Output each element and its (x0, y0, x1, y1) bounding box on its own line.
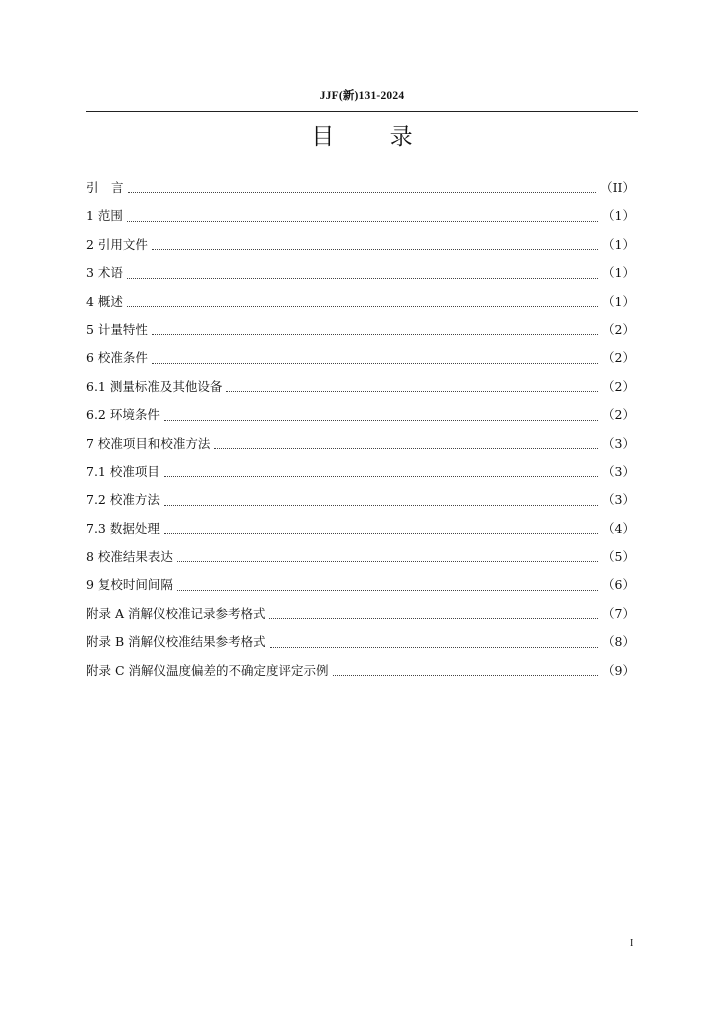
toc-entry-page: （2） (602, 407, 635, 423)
toc-entry-label: 8 校准结果表达 (86, 549, 173, 565)
toc-dot-leader (152, 249, 598, 250)
toc-entry-page: （5） (602, 549, 635, 565)
header-divider (86, 111, 638, 112)
toc-entry-page: （8） (602, 634, 635, 650)
toc-entry[interactable] (86, 259, 635, 287)
toc-entry-page: （1） (602, 208, 635, 224)
page-number: I (630, 938, 634, 949)
toc-entry-label: 7 校准项目和校准方法 (86, 435, 211, 451)
toc-entry[interactable] (86, 202, 635, 230)
toc-entry[interactable] (86, 344, 635, 372)
toc-entry[interactable] (86, 486, 635, 514)
toc-entry-label: 附录 C 消解仪温度偏差的不确定度评定示例 (86, 662, 329, 678)
toc-entry-page: （3） (602, 492, 635, 508)
toc-entry-page: （2） (602, 378, 635, 394)
toc-entry-page: （3） (602, 463, 635, 479)
toc-entry-page: （2） (602, 321, 635, 337)
toc-entry[interactable] (86, 515, 635, 543)
toc-dot-leader (127, 221, 598, 222)
toc-entry-page: （6） (602, 577, 635, 593)
toc-entry-label: 7.3 数据处理 (86, 520, 160, 536)
toc-entry-page: （1） (602, 265, 635, 281)
toc-dot-leader (152, 363, 598, 364)
toc-entry-label: 引 言 (86, 179, 124, 195)
toc-entry[interactable] (86, 543, 635, 571)
toc-entry[interactable] (86, 571, 635, 599)
toc-dot-leader (214, 448, 598, 449)
toc-entry-page: （4） (602, 520, 635, 536)
toc-dot-leader (269, 618, 598, 619)
toc-entry-page: （3） (602, 435, 635, 451)
toc-dot-leader (177, 561, 598, 562)
standard-code-header: JJF(新)131-2024 (319, 90, 405, 102)
toc-entry-page: （9） (602, 662, 635, 678)
toc-dot-leader (164, 476, 598, 477)
toc-entry-label: 6.2 环境条件 (86, 407, 160, 423)
toc-dot-leader (152, 334, 598, 335)
toc-entry-label: 6 校准条件 (86, 350, 148, 366)
toc-entry-label: 4 概述 (86, 293, 123, 309)
toc-dot-leader (226, 391, 598, 392)
toc-entry-label: 7.2 校准方法 (86, 492, 160, 508)
toc-entry[interactable] (86, 316, 635, 344)
toc-dot-leader (127, 306, 598, 307)
toc-entry[interactable] (86, 657, 635, 685)
toc-entry[interactable] (86, 288, 635, 316)
toc-entry-page: （1） (602, 236, 635, 252)
toc-entry[interactable] (86, 373, 635, 401)
toc-title: 目 录 (311, 124, 437, 150)
toc-entry[interactable] (86, 600, 635, 628)
toc-dot-leader (128, 192, 597, 193)
toc-dot-leader (164, 533, 598, 534)
toc-entry[interactable] (86, 401, 635, 429)
toc-dot-leader (164, 505, 598, 506)
toc-entry[interactable] (86, 430, 635, 458)
toc-entry[interactable] (86, 174, 635, 202)
toc-entry-label: 2 引用文件 (86, 236, 148, 252)
table-of-contents (86, 174, 635, 685)
toc-entry-label: 5 计量特性 (86, 321, 148, 337)
toc-entry-page: （7） (602, 605, 635, 621)
toc-dot-leader (164, 420, 598, 421)
toc-entry[interactable] (86, 628, 635, 656)
toc-entry-page: （2） (602, 350, 635, 366)
toc-entry-page: （II） (600, 179, 635, 195)
toc-dot-leader (177, 590, 598, 591)
toc-entry-label: 附录 A 消解仪校准记录参考格式 (86, 605, 266, 621)
toc-entry-label: 附录 B 消解仪校准结果参考格式 (86, 634, 266, 650)
toc-entry[interactable] (86, 231, 635, 259)
toc-entry-label: 1 范围 (86, 208, 123, 224)
toc-entry-label: 9 复校时间间隔 (86, 577, 173, 593)
toc-entry-page: （1） (602, 293, 635, 309)
toc-dot-leader (333, 675, 599, 676)
toc-entry-label: 7.1 校准项目 (86, 463, 160, 479)
toc-entry-label: 6.1 测量标准及其他设备 (86, 378, 223, 394)
toc-entry-label: 3 术语 (86, 265, 123, 281)
toc-dot-leader (270, 647, 598, 648)
toc-entry[interactable] (86, 458, 635, 486)
toc-dot-leader (127, 278, 598, 279)
